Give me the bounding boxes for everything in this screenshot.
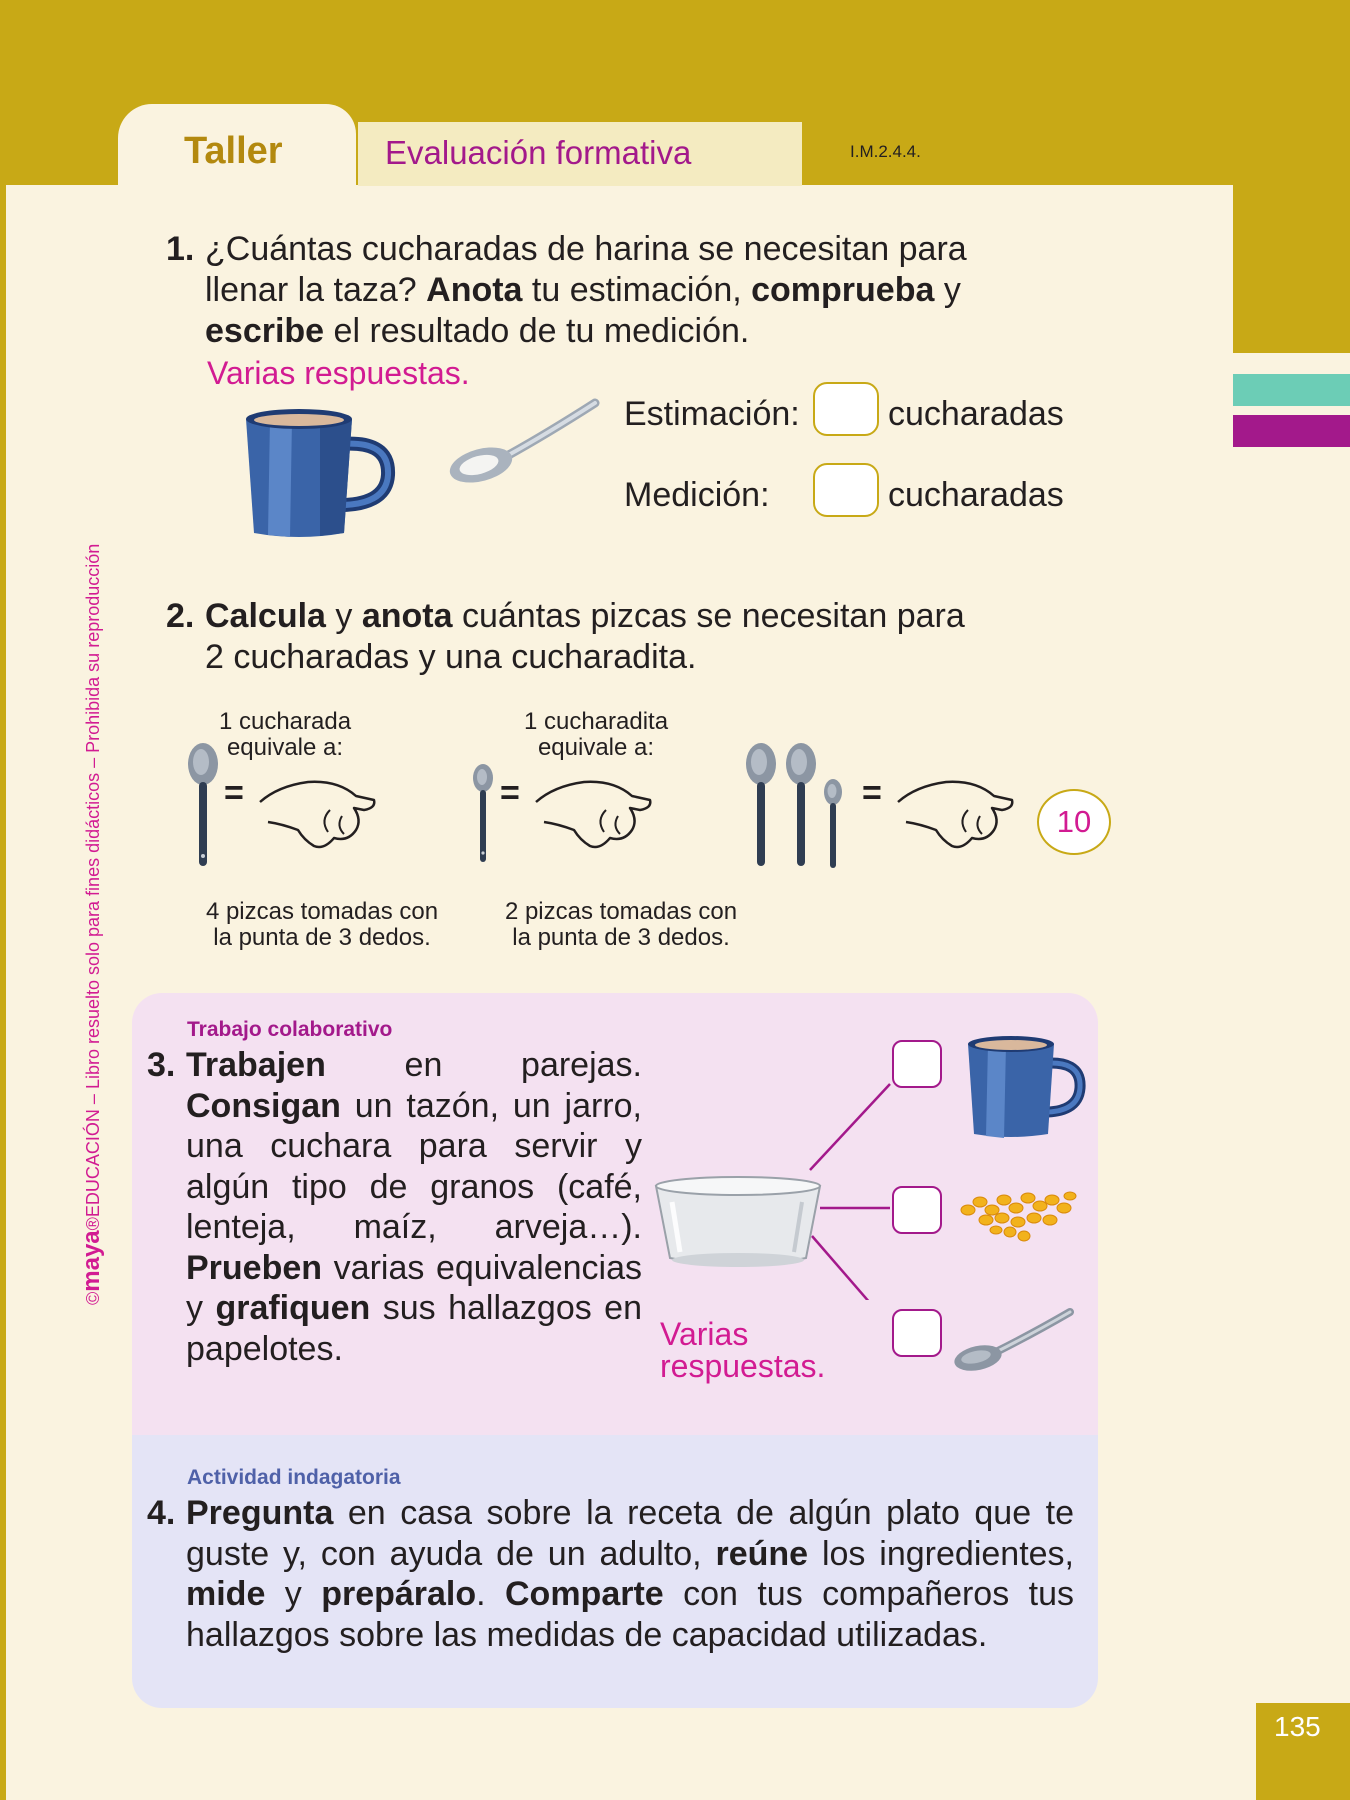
tsp-caption: 1 cucharadita equivale a: bbox=[523, 708, 669, 761]
glass-bowl-icon bbox=[652, 1172, 824, 1272]
collaborative-label: Trabajo colaborativo bbox=[187, 1018, 393, 1041]
brand-logo: maya bbox=[78, 1230, 105, 1292]
q2-text: 2. Calcula y anota cuántas pizcas se necesitan para 2 cucharadas y una cucharadita. bbox=[166, 597, 965, 676]
teaspoon-icon bbox=[471, 763, 495, 863]
estimate-label: Estimación: bbox=[624, 395, 800, 433]
measure-unit: cucharadas bbox=[888, 476, 1064, 514]
teal-stripe bbox=[1233, 374, 1350, 406]
tab-taller-label: Taller bbox=[184, 130, 283, 172]
tsp-note: 2 pizcas tomadas con la punta de 3 dedos. bbox=[504, 898, 738, 951]
pinch-answer: 10 bbox=[1037, 789, 1111, 855]
q3-text: Trabajen en parejas. Consigan un tazón, un jarro, una cuchara para servir y algún tipo de granos (café, lenteja, maíz, arveja…). Prueben varias equivalencias y grafiquen sus hallazgos en papelotes. bbox=[186, 1046, 642, 1368]
magenta-stripe bbox=[1233, 415, 1350, 447]
equals-sign: = bbox=[224, 774, 244, 812]
page-number-box bbox=[1256, 1703, 1350, 1800]
measure-label: Medición: bbox=[624, 476, 770, 514]
mug-icon bbox=[964, 1032, 1086, 1142]
tbsp-note: 4 pizcas tomadas con la punta de 3 dedos. bbox=[205, 898, 439, 951]
estimate-answer-box[interactable] bbox=[813, 382, 879, 436]
pinch-hand-icon bbox=[258, 776, 378, 856]
indicator-code: I.M.2.4.4. bbox=[850, 142, 921, 161]
serving-spoon-icon bbox=[952, 1306, 1074, 1376]
bowl-spoon-answer-box[interactable] bbox=[892, 1309, 942, 1357]
estimate-unit: cucharadas bbox=[888, 395, 1064, 433]
tab-evaluacion-label: Evaluación formativa bbox=[385, 134, 692, 171]
bowl-grain-answer-box[interactable] bbox=[892, 1186, 942, 1234]
tab-evaluacion bbox=[358, 122, 802, 186]
side-band bbox=[1233, 185, 1350, 353]
spoons-group-icon bbox=[744, 742, 854, 870]
page-number: 135 bbox=[1274, 1711, 1321, 1742]
q3-number: 3. bbox=[147, 1046, 176, 1084]
mug-icon bbox=[240, 405, 398, 543]
measure-answer-box[interactable] bbox=[813, 463, 879, 517]
q4-text: Pregunta en casa sobre la receta de algún plato que te guste y, con ayuda de un adulto, reúne los ingredientes, mide y prepáralo. Comparte con tus compañeros tus hallazgos sobre las medidas de capacidad utilizadas. bbox=[186, 1494, 1074, 1654]
tab-taller bbox=[118, 104, 356, 186]
sidebar-copyright: ©maya®EDUCACIÓN – Libro resuelto solo para fines didácticos – Prohibida su reproducción bbox=[78, 543, 105, 1305]
spoon-icon bbox=[445, 395, 600, 490]
pinch-hand-icon bbox=[534, 776, 654, 856]
q1-text: 1. ¿Cuántas cucharadas de harina se necesitan para llenar la taza? Anota tu estimación, comprueba y escribe el resultado de tu medición. bbox=[166, 230, 967, 350]
inquiry-label: Actividad indagatoria bbox=[187, 1466, 401, 1489]
left-edge bbox=[0, 0, 6, 1800]
equals-sign: = bbox=[862, 774, 882, 812]
tablespoon-icon bbox=[186, 742, 220, 868]
bowl-mug-answer-box[interactable] bbox=[892, 1040, 942, 1088]
q1-answer-note: Varias respuestas. bbox=[207, 355, 470, 391]
corn-kernels-icon bbox=[958, 1188, 1080, 1248]
q3-answer-note: Varias respuestas. bbox=[660, 1316, 826, 1384]
tbsp-caption: 1 cucharada equivale a: bbox=[218, 708, 352, 761]
pinch-hand-icon bbox=[896, 776, 1016, 856]
q4-number: 4. bbox=[147, 1494, 176, 1532]
equals-sign: = bbox=[500, 774, 520, 812]
